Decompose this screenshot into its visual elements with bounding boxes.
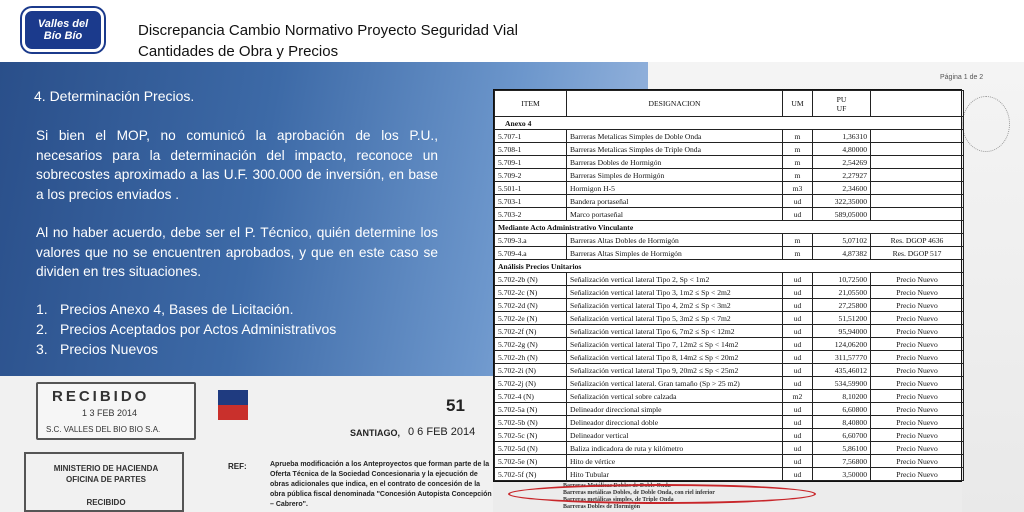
section-title: Mediante Acto Administrativo Vinculante	[495, 221, 964, 234]
table-row	[495, 429, 964, 442]
cell-ref: Precio Nuevo	[871, 416, 964, 429]
cell-pu: 95,94000	[813, 325, 871, 338]
cell-pu: 124,06200	[813, 338, 871, 351]
price-table	[493, 89, 962, 482]
cell-item: 5.702-2d (N)	[495, 299, 567, 312]
cell-pu: 2,54269	[813, 156, 871, 169]
recibido-title: RECIBIDO	[52, 388, 150, 405]
table-row	[495, 377, 964, 390]
cell-designacion: Delineador direccional simple	[567, 403, 783, 416]
cell-ref: Precio Nuevo	[871, 364, 964, 377]
scan-line: Barreras Metálicas Dobles de Doble Onda	[563, 483, 671, 489]
paragraph-2: Al no haber acuerdo, debe ser el P. Técnico, quién determine los valores que no se encuentren aprobados, y que en este caso se dividen en tres situaciones.	[36, 225, 438, 279]
cell-ref: Precio Nuevo	[871, 299, 964, 312]
cell-um: m	[783, 169, 813, 182]
cell-um: ud	[783, 299, 813, 312]
cell-um: ud	[783, 416, 813, 429]
cell-ref: Precio Nuevo	[871, 286, 964, 299]
logo-line2: Bío Bío	[43, 30, 83, 42]
cell-item: 5.703-1	[495, 195, 567, 208]
cell-ref: Precio Nuevo	[871, 442, 964, 455]
cell-designacion: Barreras Altas Dobles de Hormigón	[567, 234, 783, 247]
cell-um: m	[783, 234, 813, 247]
slide-title-block	[138, 20, 518, 62]
ministerio-line2: OFICINA DE PARTES	[65, 475, 146, 484]
table-body	[495, 117, 964, 481]
government-emblem-icon	[218, 390, 248, 420]
cell-um: ud	[783, 208, 813, 221]
scan-line: Barreras metálicas simples, de Triple Onda	[563, 497, 674, 503]
ministerio-stamp	[24, 452, 184, 512]
cell-designacion: Hito de vértice	[567, 455, 783, 468]
cell-designacion: Señalización vertical lateral. Gran tamaño (Sp > 25 m2)	[567, 377, 783, 390]
table-row	[495, 299, 964, 312]
company-logo	[22, 8, 104, 52]
list-number: 2.	[36, 321, 48, 337]
table-section-row	[495, 117, 964, 130]
cell-designacion: Bandera portaseñal	[567, 195, 783, 208]
cell-designacion: Señalización vertical lateral Tipo 6, 7m2 ≤ Sp < 12m2	[567, 325, 783, 338]
table-row	[495, 195, 964, 208]
cell-designacion: Señalización vertical lateral Tipo 4, 2m2 ≤ Sp < 3m2	[567, 299, 783, 312]
cell-item: 5.708-1	[495, 143, 567, 156]
cell-designacion: Marco portaseñal	[567, 208, 783, 221]
cell-um: ud	[783, 338, 813, 351]
table-row	[495, 156, 964, 169]
table-row	[495, 182, 964, 195]
slide-title: Discrepancia Cambio Normativo Proyecto Seguridad Vial	[138, 22, 518, 39]
cell-um: ud	[783, 364, 813, 377]
cell-designacion: Barreras Metalicas Simples de Triple Onda	[567, 143, 783, 156]
header-item: ITEM	[495, 91, 567, 117]
paragraph-1: Si bien el MOP, no comunicó la aprobación de los P.U., necesarios para la determinación del impacto, reconoce un sobrecostes aproximado a las U.F. 300.000 de inversión, en base a los precios enviados .	[36, 128, 438, 202]
cell-item: 5.702-5e (N)	[495, 455, 567, 468]
cell-designacion: Señalización vertical lateral Tipo 5, 3m2 ≤ Sp < 7m2	[567, 312, 783, 325]
cell-pu: 6,60700	[813, 429, 871, 442]
cell-designacion: Señalización vertical sobre calzada	[567, 390, 783, 403]
cell-um: ud	[783, 195, 813, 208]
table-row	[495, 364, 964, 377]
cell-pu: 21,05500	[813, 286, 871, 299]
cell-ref: Precio Nuevo	[871, 390, 964, 403]
table-row	[495, 403, 964, 416]
cell-item: 5.702-2f (N)	[495, 325, 567, 338]
cell-ref: Precio Nuevo	[871, 351, 964, 364]
section-title: Anexo 4	[495, 117, 964, 130]
cell-pu: 435,46012	[813, 364, 871, 377]
cell-item: 5.702-5d (N)	[495, 442, 567, 455]
ministerio-line3: RECIBIDO	[86, 498, 126, 507]
cell-item: 5.709-3.a	[495, 234, 567, 247]
cell-ref	[871, 195, 964, 208]
scan-stamp	[962, 96, 1010, 152]
list-item	[36, 320, 336, 339]
cell-item: 5.702-2e (N)	[495, 312, 567, 325]
cell-designacion: Señalización vertical lateral Tipo 9, 20m2 ≤ Sp < 25m2	[567, 364, 783, 377]
cell-designacion: Hito Tubular	[567, 468, 783, 481]
cell-pu: 7,56800	[813, 455, 871, 468]
cell-designacion: Delineador vertical	[567, 429, 783, 442]
cell-ref: Res. DGOP 4636	[871, 234, 964, 247]
cell-item: 5.702-2j (N)	[495, 377, 567, 390]
cell-designacion: Señalización vertical lateral Tipo 3, 1m2 ≤ Sp < 2m2	[567, 286, 783, 299]
cell-pu: 2,27927	[813, 169, 871, 182]
table-row	[495, 208, 964, 221]
cell-um: ud	[783, 468, 813, 481]
list-text: Precios Anexo 4, Bases de Licitación.	[60, 301, 294, 317]
cell-ref	[871, 208, 964, 221]
cell-designacion: Barreras Dobles de Hormigón	[567, 156, 783, 169]
table-row	[495, 286, 964, 299]
cell-ref: Precio Nuevo	[871, 325, 964, 338]
cell-item: 5.702-5f (N)	[495, 468, 567, 481]
cell-item: 5.702-2c (N)	[495, 286, 567, 299]
cell-item: 5.501-1	[495, 182, 567, 195]
highlight-oval	[508, 484, 816, 504]
cell-item: 5.709-1	[495, 156, 567, 169]
cell-pu: 3,50000	[813, 468, 871, 481]
table-header-row	[495, 91, 964, 117]
cell-pu: 51,51200	[813, 312, 871, 325]
cell-item: 5.702-5a (N)	[495, 403, 567, 416]
cell-designacion: Barreras Simples de Hormigón	[567, 169, 783, 182]
cell-um: m2	[783, 390, 813, 403]
cell-pu: 4,87382	[813, 247, 871, 260]
cell-item: 5.709-4.a	[495, 247, 567, 260]
cell-item: 5.707-1	[495, 130, 567, 143]
table-row	[495, 130, 964, 143]
cell-designacion: Hormigon H-5	[567, 182, 783, 195]
section-heading: 4. Determinación Precios.	[34, 88, 195, 104]
cell-designacion: Delineador direccional doble	[567, 416, 783, 429]
recibido-date: 1 3 FEB 2014	[82, 408, 138, 418]
cell-ref: Precio Nuevo	[871, 429, 964, 442]
cell-pu: 8,40800	[813, 416, 871, 429]
table-row	[495, 442, 964, 455]
table-row	[495, 273, 964, 286]
cell-um: ud	[783, 312, 813, 325]
cell-pu: 534,59900	[813, 377, 871, 390]
cell-designacion: Baliza indicadora de ruta y kilómetro	[567, 442, 783, 455]
cell-ref	[871, 156, 964, 169]
cell-item: 5.702-2g (N)	[495, 338, 567, 351]
cell-um: ud	[783, 403, 813, 416]
list-item	[36, 340, 158, 359]
cell-item: 5.702-2b (N)	[495, 273, 567, 286]
recibido-stamp	[36, 382, 196, 440]
cell-pu: 4,80000	[813, 143, 871, 156]
table-row	[495, 338, 964, 351]
list-number: 1.	[36, 301, 48, 317]
cell-um: m	[783, 156, 813, 169]
table-row	[495, 247, 964, 260]
cell-um: ud	[783, 455, 813, 468]
cell-um: ud	[783, 325, 813, 338]
cell-pu: 5,07102	[813, 234, 871, 247]
cell-ref: Precio Nuevo	[871, 455, 964, 468]
cell-designacion: Señalización vertical lateral Tipo 7, 12m2 ≤ Sp < 14m2	[567, 338, 783, 351]
cell-ref	[871, 130, 964, 143]
list-item	[36, 300, 293, 319]
table-section-row	[495, 221, 964, 234]
cell-pu: 589,05000	[813, 208, 871, 221]
cell-ref: Res. DGOP 517	[871, 247, 964, 260]
cell-ref: Precio Nuevo	[871, 468, 964, 481]
cell-um: ud	[783, 429, 813, 442]
list-text: Precios Aceptados por Actos Administrativos	[60, 321, 337, 337]
cell-pu: 27,25800	[813, 299, 871, 312]
cell-um: ud	[783, 286, 813, 299]
cell-item: 5.702-4 (N)	[495, 390, 567, 403]
cell-ref	[871, 169, 964, 182]
cell-pu: 5,86100	[813, 442, 871, 455]
list-number: 3.	[36, 341, 48, 357]
table-row	[495, 468, 964, 481]
scan-line: Barreras Dobles de Hormigón	[563, 504, 641, 510]
cell-pu: 8,10200	[813, 390, 871, 403]
cell-ref: Precio Nuevo	[871, 377, 964, 390]
recibido-company: S.C. VALLES DEL BIO BIO S.A.	[46, 425, 161, 434]
header-pu	[813, 91, 871, 117]
cell-ref: Precio Nuevo	[871, 338, 964, 351]
cell-um: m	[783, 143, 813, 156]
santiago-label: SANTIAGO,	[350, 428, 401, 438]
cell-um: ud	[783, 442, 813, 455]
cell-um: m3	[783, 182, 813, 195]
table-row	[495, 143, 964, 156]
document-number: 51	[446, 396, 465, 415]
ref-label: REF:	[228, 462, 247, 471]
cell-um: ud	[783, 273, 813, 286]
cell-ref	[871, 143, 964, 156]
header-pu-line1: PU	[836, 94, 847, 104]
table-row	[495, 325, 964, 338]
cell-pu: 6,60800	[813, 403, 871, 416]
cell-pu: 10,72500	[813, 273, 871, 286]
logo-line1: Valles del	[37, 18, 89, 30]
section-title: Análisis Precios Unitarios	[495, 260, 964, 273]
santiago-date: 0 6 FEB 2014	[408, 426, 476, 438]
cell-designacion: Señalización vertical lateral Tipo 2, Sp < 1m2	[567, 273, 783, 286]
cell-item: 5.702-5b (N)	[495, 416, 567, 429]
slide-subtitle: Cantidades de Obra y Precios	[138, 43, 339, 60]
table-row	[495, 351, 964, 364]
cell-item: 5.703-2	[495, 208, 567, 221]
ministerio-line1: MINISTERIO DE HACIENDA	[53, 464, 159, 473]
table-row	[495, 416, 964, 429]
cell-ref	[871, 182, 964, 195]
header-designacion: DESIGNACION	[567, 91, 783, 117]
table-row	[495, 312, 964, 325]
ref-text: Aprueba modificación a los Anteproyectos que forman parte de la Oferta Técnica de la Sociedad Concesionaria y la ejecución de obras adicionales que indica, en el contrato de concesión de la obra pública fiscal denominada "Concesión Autopista Concepción – Cabrero".	[270, 461, 492, 508]
cell-item: 5.709-2	[495, 169, 567, 182]
cell-um: ud	[783, 351, 813, 364]
header-um: UM	[783, 91, 813, 117]
table-row	[495, 234, 964, 247]
cell-pu: 311,57770	[813, 351, 871, 364]
list-text: Precios Nuevos	[60, 341, 159, 357]
header-ref	[871, 91, 964, 117]
scan-line: Barreras metálicas Dobles, de Doble Onda, con riel inferior	[563, 490, 715, 496]
cell-item: 5.702-5c (N)	[495, 429, 567, 442]
table-row	[495, 390, 964, 403]
cell-item: 5.702-2h (N)	[495, 351, 567, 364]
cell-pu: 322,35000	[813, 195, 871, 208]
header-pu-line2: UF	[836, 103, 847, 113]
table-row	[495, 169, 964, 182]
cell-ref: Precio Nuevo	[871, 312, 964, 325]
table-section-row	[495, 260, 964, 273]
cell-um: ud	[783, 377, 813, 390]
cell-pu: 1,36310	[813, 130, 871, 143]
cell-pu: 2,34600	[813, 182, 871, 195]
cell-designacion: Barreras Metalicas Simples de Doble Onda	[567, 130, 783, 143]
cell-ref: Precio Nuevo	[871, 273, 964, 286]
cell-designacion: Señalización vertical lateral Tipo 8, 14m2 ≤ Sp < 20m2	[567, 351, 783, 364]
cell-ref: Precio Nuevo	[871, 403, 964, 416]
cell-item: 5.702-2i (N)	[495, 364, 567, 377]
cell-um: m	[783, 247, 813, 260]
cell-um: m	[783, 130, 813, 143]
cell-designacion: Barreras Altas Simples de Hormigón	[567, 247, 783, 260]
scan-page-label: Página 1 de 2	[940, 74, 984, 81]
table-row	[495, 455, 964, 468]
